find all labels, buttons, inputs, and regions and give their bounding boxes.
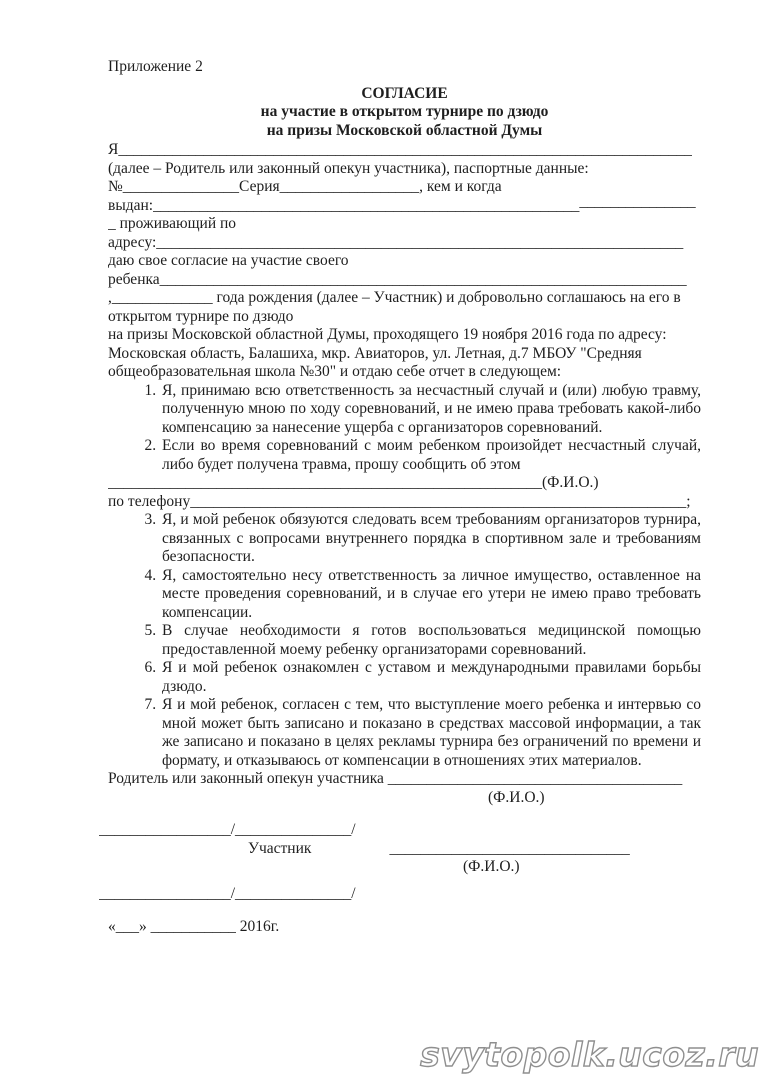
participant-sign-slash-line: _________________/_______________/ xyxy=(99,884,356,902)
document-title: СОГЛАСИЕ xyxy=(361,84,448,102)
consent-line: даю свое согласие на участие своего xyxy=(108,252,349,269)
term-item-7: 7. Я и мой ребенок, согласен с тем, что выступление моего ребенка и интервью со мной может быть записано и показано в средствах массовой информации, а так же записано и показано в целях рекламы турнира без ограничений по времени и формату, и отказываюсь от компенсации в отношениях этих материалов. xyxy=(160,696,701,770)
parent-fio-caption: (Ф.И.О.) xyxy=(488,788,545,806)
address-blank-line: адресу:____________________________________________________________________ xyxy=(108,233,684,251)
tournament-line: открытом турнире по дзюдо xyxy=(108,307,294,325)
document-subtitle-2: на призы Московской областной Думы xyxy=(266,121,543,139)
term-item-4: 4. Я, самостоятельно несу ответственность за личное имущество, оставленное на месте проведения соревнований, и в случае его утери не имею право требовать компенсации. xyxy=(160,567,701,623)
term-item-2: 2. Если во время соревнований с моим ребенком произойдет несчастный случай, либо будет получена травма, прошу сообщить об этом xyxy=(160,437,701,474)
issued-blank: _______________________________________________________ xyxy=(153,196,580,214)
term-item-6: 6. Я и мой ребенок ознакомлен с уставом и международными правилами борьбы дзюдо. xyxy=(160,659,701,696)
parent-sign-slash-line: _________________/_______________/ xyxy=(99,821,356,838)
site-watermark: svytopolk.ucoz.ru xyxy=(420,1035,759,1074)
issued-blank-right: _______________ xyxy=(579,196,696,210)
parent-signature-line: Родитель или законный опекун участника ______________________________________ xyxy=(108,770,683,787)
participant-row xyxy=(108,840,701,859)
residing-line: _ проживающий по xyxy=(108,215,237,232)
participant-fio-caption: (Ф.И.О.) xyxy=(463,858,520,875)
prizes-date-line: на призы Московской областной Думы, проходящего 19 ноября 2016 года по адресу: xyxy=(108,326,667,343)
term-item-3: 3. Я, и мой ребенок обязуются следовать всем требованиям организаторов турнира, связанных с вопросами внутреннего порядка в спортивном зале и требованиям безопасности. xyxy=(160,511,701,567)
title-block xyxy=(108,85,701,141)
passport-number-line: №_______________Серия__________________, кем и когда xyxy=(108,178,502,195)
participant-blank: _______________________________ xyxy=(389,839,630,857)
venue-line-2: общеобразовательная школа №30" и отдаю себе отчет в следующем: xyxy=(108,363,562,380)
appendix-label: Приложение 2 xyxy=(108,58,203,75)
term-item-1: 1. Я, принимаю всю ответственность за несчастный случай и (или) любую травму, полученную мною по ходу соревнований, и не имею права требовать какой-либо компенсацию за нанесение ущерба с организаторов соревнований. xyxy=(160,382,701,438)
child-blank-line: ребенка____________________________________________________________________ xyxy=(108,270,687,288)
document-subtitle-1: на участие в открытом турнире по дзюдо xyxy=(260,103,549,120)
parent-definition-line: (далее – Родитель или законный опекун участника), паспортные данные: xyxy=(108,159,589,177)
name-blank-line: Я__________________________________________________________________________ xyxy=(108,141,692,158)
terms-list-part-2 xyxy=(108,511,701,770)
fio-blank-line: ________________________________________________________(Ф.И.О.) xyxy=(108,474,599,491)
phone-blank-line: по телефону________________________________________________________________; xyxy=(108,492,691,510)
birth-year-line: ,_____________ года рождения (далее – Участник) и добровольно соглашаюсь на его в xyxy=(108,289,681,306)
venue-line-1: Московская область, Балашиха, мкр. Авиаторов, ул. Летная, д.7 МБОУ "Средняя xyxy=(108,344,642,362)
issued-label: выдан: xyxy=(108,196,154,214)
date-line: «___» ___________ 2016г. xyxy=(108,918,280,935)
terms-list-part-1 xyxy=(108,382,701,475)
passport-issued-line xyxy=(108,197,701,216)
term-item-5: 5. В случае необходимости я готов воспользоваться медицинской помощью предоставленной моему ребенку организаторами соревнований. xyxy=(160,622,701,659)
participant-label: Участник xyxy=(248,839,312,857)
